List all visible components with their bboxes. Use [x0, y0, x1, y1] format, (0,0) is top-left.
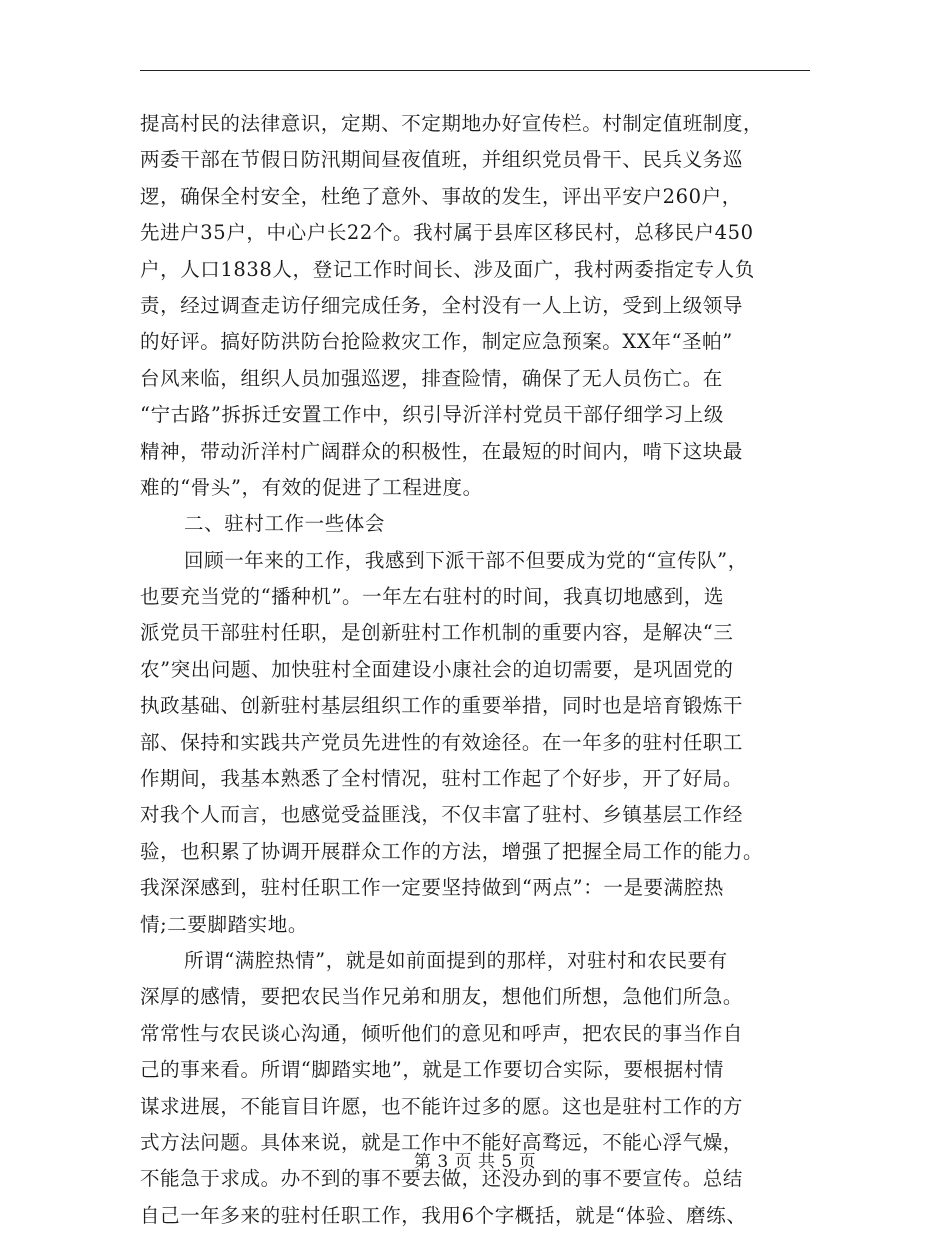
document-body [140, 106, 812, 1234]
text-line: 台风来临，组织人员加强巡逻，排查险情，确保了无人员伤亡。在 [140, 366, 723, 390]
text-line: 我深深感到，驻村任职工作一定要坚持做到“两点”：一是要满腔热 [140, 876, 724, 900]
text-line: 回顾一年来的工作，我感到下派干部不但要成为党的“宣传队”， [184, 548, 748, 572]
text-line: 二、驻村工作一些体会 [184, 512, 386, 536]
text-line: 己的事来看。所谓“脚踏实地”，就是工作要切合实际，要根据村情 [140, 1058, 724, 1082]
text-line: 部、保持和实践共产党员先进性的有效途径。在一年多的驻村任职工 [140, 730, 744, 754]
text-line: 深厚的感情，要把农民当作兄弟和朋友，想他们所想，急他们所急。 [140, 985, 744, 1009]
text-line: 也要充当党的“播种机”。一年左右驻村的时间，我真切地感到，选 [140, 585, 724, 609]
text-line: 不能急于求成。办不到的事不要去做，还没办到的事不要宣传。总结 [140, 1167, 744, 1191]
text-line: 精神，带动沂洋村广阔群众的积极性，在最短的时间内，啃下这块最 [140, 439, 744, 463]
header-rule [140, 70, 810, 71]
text-line: 农”突出问题、加快驻村全面建设小康社会的迫切需要，是巩固党的 [140, 657, 734, 681]
text-line: 逻，确保全村安全，杜绝了意外、事故的发生，评出平安户260户， [140, 184, 742, 208]
text-line: 所谓“满腔热情”，就是如前面提到的那样，对驻村和农民要有 [184, 948, 728, 972]
text-line: 情;二要脚踏实地。 [140, 912, 308, 936]
text-line: 户，人口1838人，登记工作时间长、涉及面广，我村两委指定专人负 [140, 257, 755, 281]
text-line: 式方法问题。具体来说，就是工作中不能好高骛远，不能心浮气燥， [140, 1130, 744, 1154]
text-line: 派党员干部驻村任职，是创新驻村工作机制的重要内容，是解决“三 [140, 621, 734, 645]
text-line: 常常性与农民谈心沟通，倾听他们的意见和呼声，把农民的事当作自 [140, 1021, 744, 1045]
text-line: 的好评。搞好防洪防台抢险救灾工作，制定应急预案。XX年“圣帕” [140, 330, 733, 354]
text-line: “宁古路”拆拆迁安置工作中，织引导沂洋村党员干部仔细学习上级 [140, 403, 724, 427]
text-line: 执政基础、创新驻村基层组织工作的重要举措，同时也是培育锻炼干 [140, 694, 744, 718]
text-line: 作期间，我基本熟悉了全村情况，驻村工作起了个好步，开了好局。 [140, 767, 744, 791]
text-line: 验，也积累了协调开展群众工作的方法，增强了把握全局工作的能力。 [140, 839, 764, 863]
page-footer: 第 3 页 共 5 页 [413, 1152, 537, 1172]
text-line: 两委干部在节假日防汛期间昼夜值班，并组织党员骨干、民兵义务巡 [140, 148, 744, 172]
text-line: 责，经过调查走访仔细完成任务，全村没有一人上访，受到上级领导 [140, 293, 744, 317]
text-line: 提高村民的法律意识，定期、不定期地办好宣传栏。村制定值班制度， [140, 112, 764, 135]
text-line: 难的“骨头”，有效的促进了工程进度。 [140, 475, 483, 499]
text-line: 对我个人而言，也感觉受益匪浅，不仅丰富了驻村、乡镇基层工作经 [140, 803, 744, 827]
text-line: 谋求进展，不能盲目许愿，也不能许过多的愿。这也是驻村工作的方 [140, 1094, 744, 1118]
text-line: 先进户35户，中心户长22个。我村属于县库区移民村，总移民户450 [140, 221, 754, 245]
text-line: 自己一年多来的驻村任职工作，我用6个字概括，就是“体验、磨练、 [140, 1203, 747, 1227]
